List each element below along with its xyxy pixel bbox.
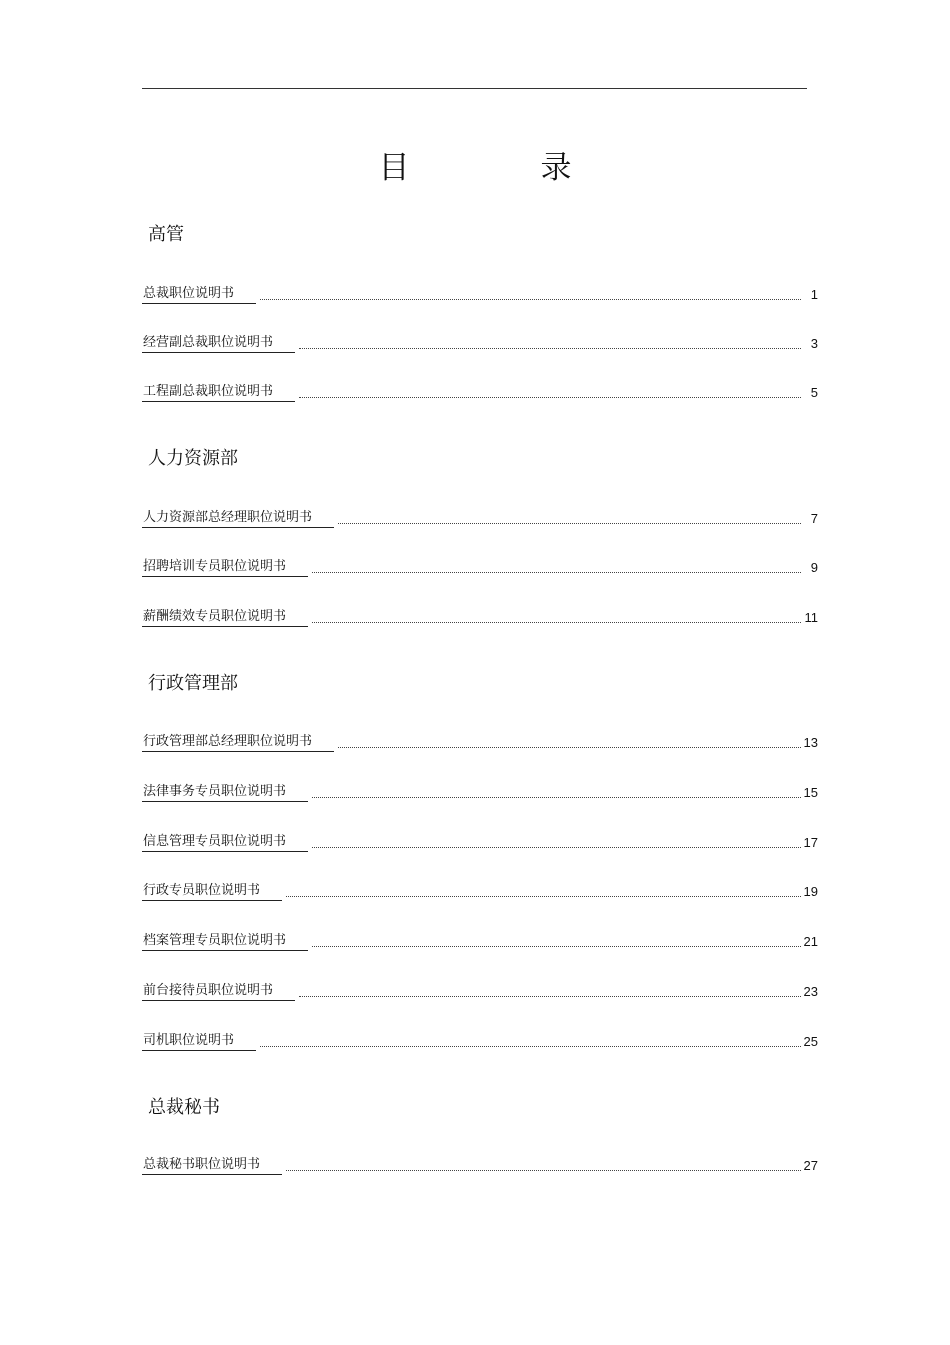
toc-entry[interactable] (142, 931, 820, 951)
toc-entry-page: 3 (810, 336, 818, 351)
toc-entry-label: 行政专员职位说明书 (142, 882, 282, 901)
toc-entry-label: 薪酬绩效专员职位说明书 (142, 608, 308, 627)
section-heading-executives: 高管 (148, 224, 184, 245)
dot-leader (260, 1045, 801, 1047)
toc-entry-page: 19 (803, 884, 818, 899)
toc-entry[interactable] (142, 1031, 820, 1051)
toc-entry[interactable] (142, 607, 820, 627)
toc-entry-label: 经营副总裁职位说明书 (142, 334, 295, 353)
toc-entry[interactable] (142, 1155, 820, 1175)
toc-entry-page: 1 (810, 287, 818, 302)
toc-entry[interactable] (142, 732, 820, 752)
toc-entry-page: 25 (803, 1034, 818, 1049)
dot-leader (338, 746, 801, 748)
dot-leader (312, 945, 801, 947)
toc-entry-page: 7 (810, 511, 818, 526)
dot-leader (312, 621, 801, 623)
dot-leader (260, 298, 801, 300)
toc-entry[interactable] (142, 557, 820, 577)
dot-leader (299, 347, 801, 349)
section-heading-secretary: 总裁秘书 (148, 1097, 220, 1118)
dot-leader (312, 571, 801, 573)
toc-entry[interactable] (142, 333, 820, 353)
toc-entry[interactable] (142, 284, 820, 304)
header-rule (142, 88, 807, 89)
toc-entry-label: 档案管理专员职位说明书 (142, 932, 308, 951)
dot-leader (299, 995, 801, 997)
toc-entry-page: 23 (803, 984, 818, 999)
toc-entry-page: 5 (810, 385, 818, 400)
toc-entry-page: 15 (803, 785, 818, 800)
toc-entry-label: 人力资源部总经理职位说明书 (142, 509, 334, 528)
toc-entry[interactable] (142, 382, 820, 402)
toc-entry-page: 17 (803, 835, 818, 850)
toc-entry[interactable] (142, 881, 820, 901)
toc-entry-page: 13 (803, 735, 818, 750)
dot-leader (338, 522, 801, 524)
toc-entry-label: 总裁秘书职位说明书 (142, 1156, 282, 1175)
section-heading-admin: 行政管理部 (148, 673, 238, 694)
toc-entry-page: 11 (804, 610, 818, 625)
toc-entry-label: 法律事务专员职位说明书 (142, 783, 308, 802)
toc-entry-page: 21 (803, 934, 818, 949)
toc-entry-page: 9 (810, 560, 818, 575)
section-heading-hr: 人力资源部 (148, 448, 238, 469)
toc-entry-label: 行政管理部总经理职位说明书 (142, 733, 334, 752)
toc-entry-label: 司机职位说明书 (142, 1032, 256, 1051)
dot-leader (286, 895, 801, 897)
toc-entry-label: 前台接待员职位说明书 (142, 982, 295, 1001)
toc-entry[interactable] (142, 832, 820, 852)
dot-leader (299, 396, 801, 398)
dot-leader (286, 1169, 801, 1171)
toc-entry-label: 工程副总裁职位说明书 (142, 383, 295, 402)
toc-entry[interactable] (142, 981, 820, 1001)
toc-entry-label: 信息管理专员职位说明书 (142, 833, 308, 852)
dot-leader (312, 796, 801, 798)
toc-title: 目 录 (378, 150, 622, 186)
toc-entry[interactable] (142, 508, 820, 528)
toc-entry-label: 招聘培训专员职位说明书 (142, 558, 308, 577)
toc-entry[interactable] (142, 782, 820, 802)
toc-entry-page: 27 (803, 1158, 818, 1173)
dot-leader (312, 846, 801, 848)
toc-entry-label: 总裁职位说明书 (142, 285, 256, 304)
